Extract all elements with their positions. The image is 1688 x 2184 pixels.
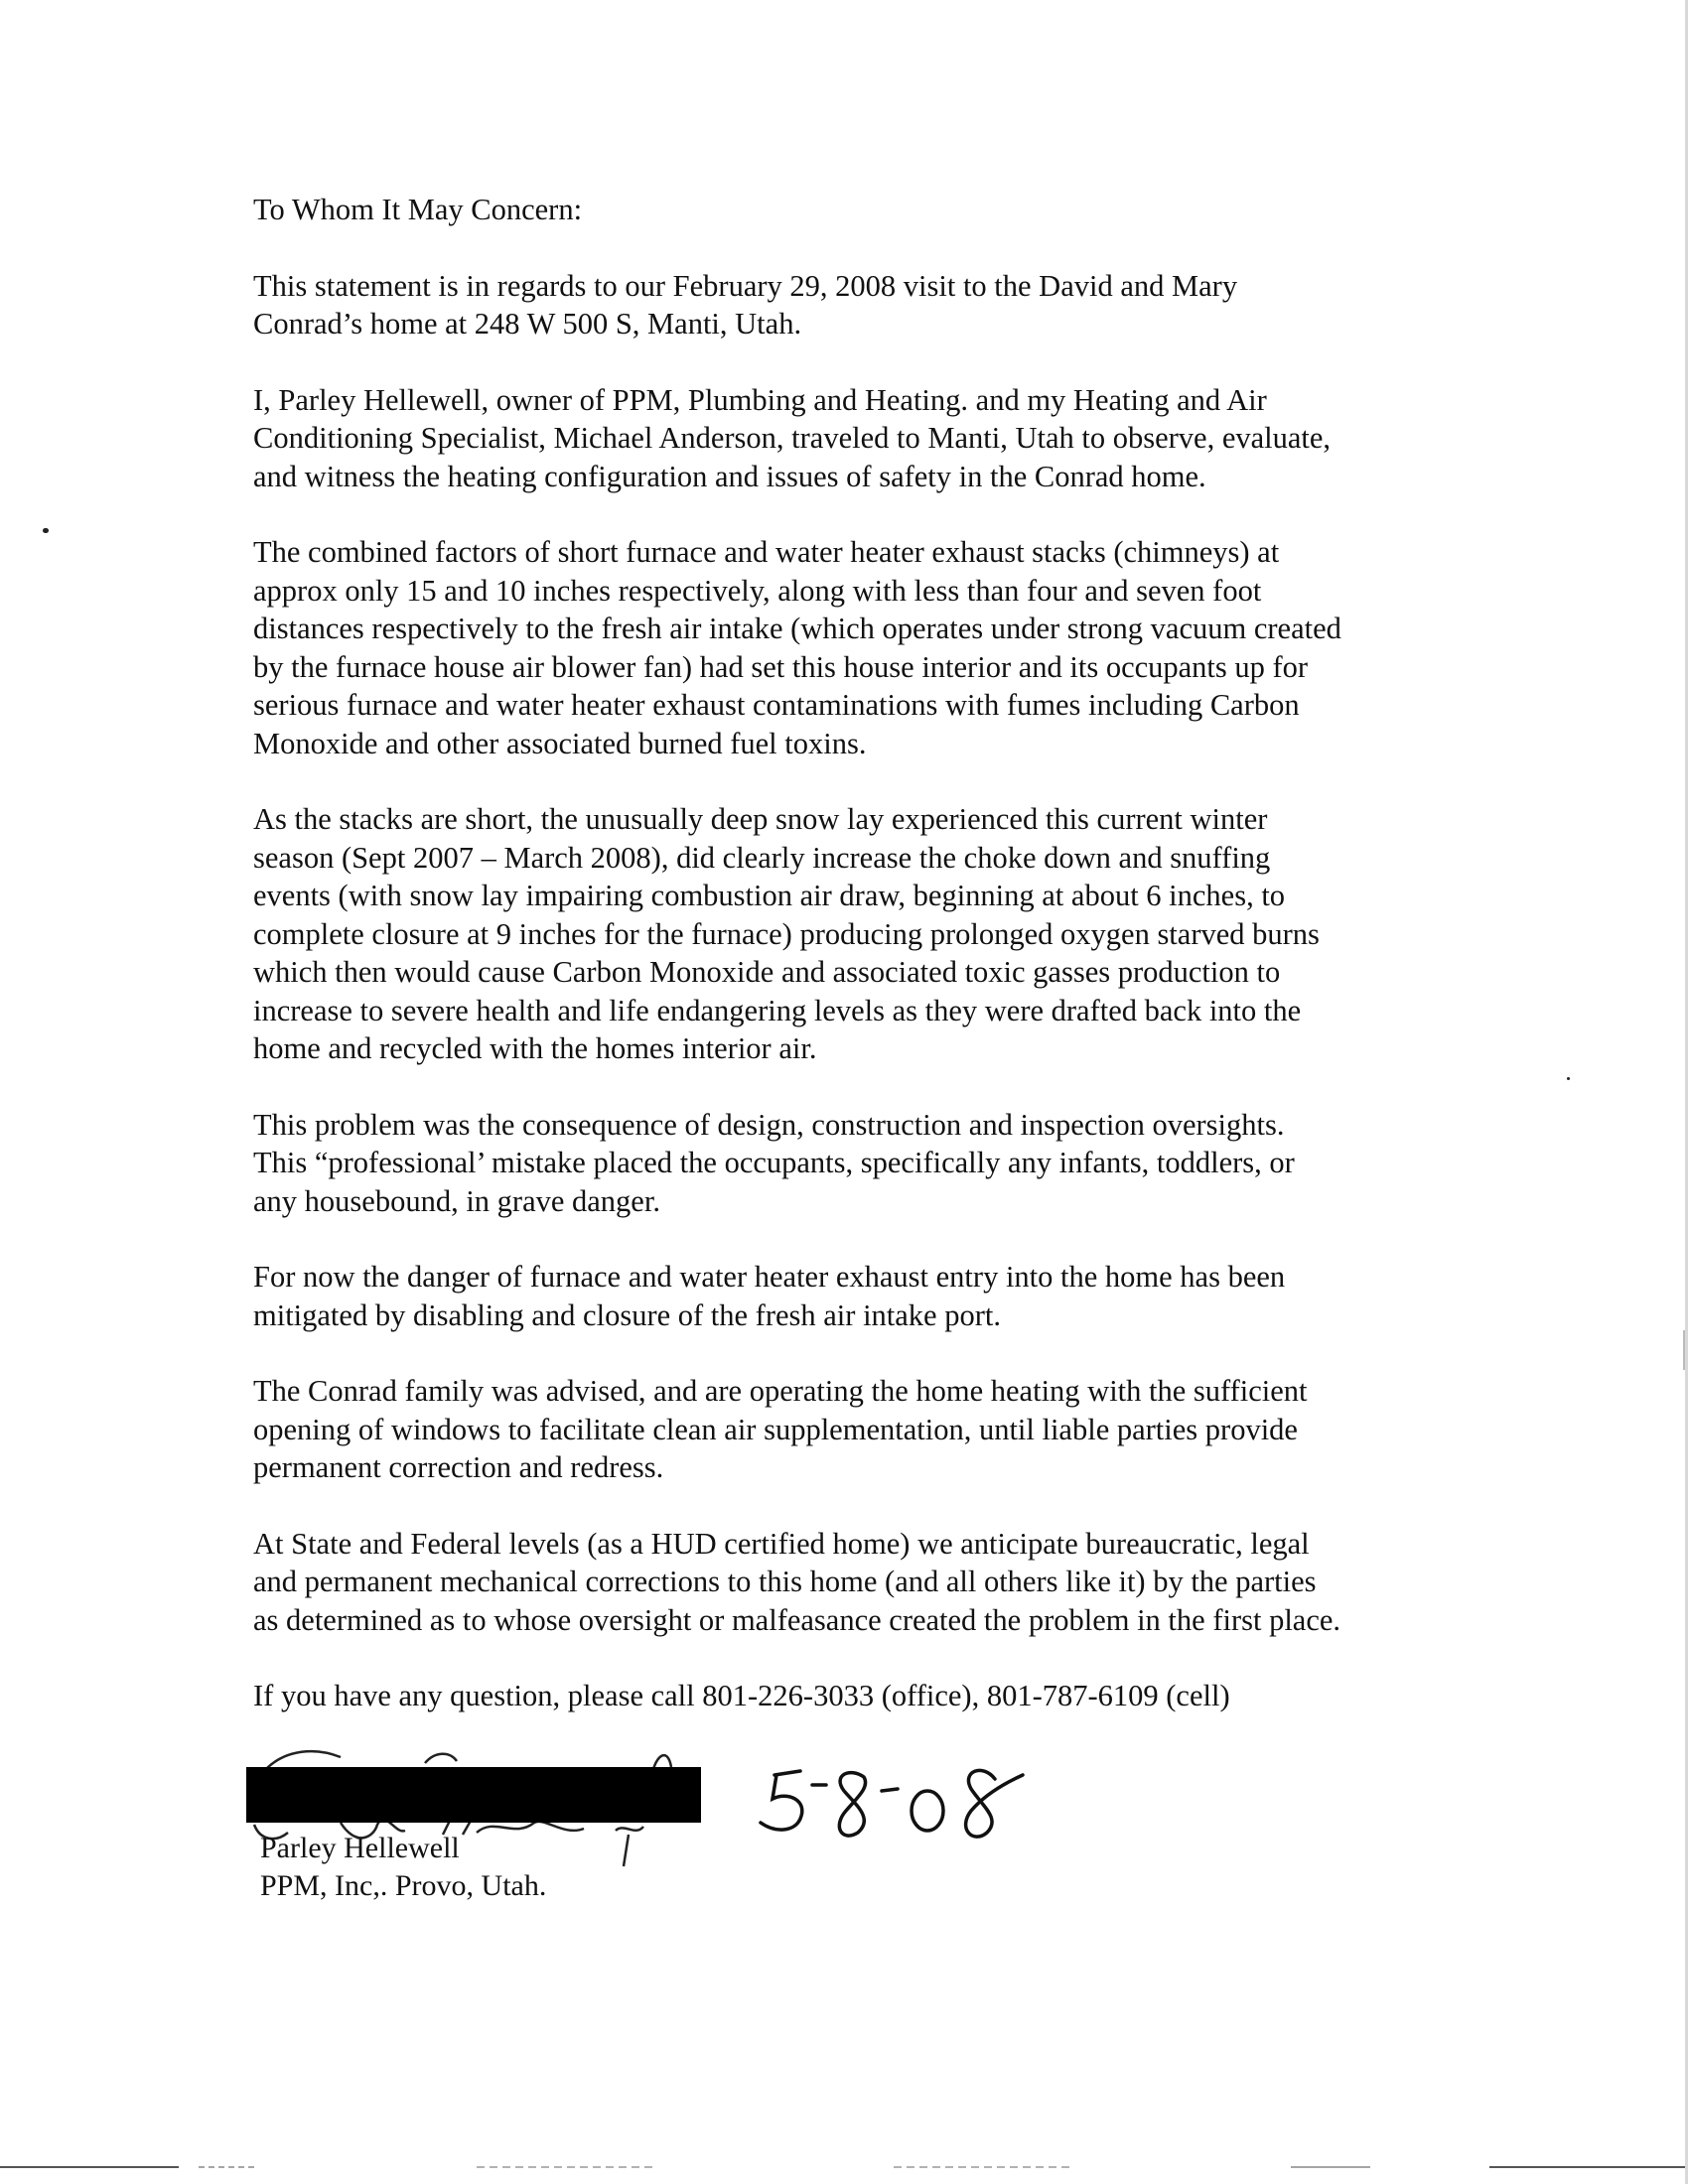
paragraph-snow: As the stacks are short, the unusually deep snow lay experienced this current winter season (Sept 2007 – March 2008), did clearly increase the choke down and snuffing events (with snow lay impairing combustion air draw, beginning at about 6 inches, to complete closure at 9 inches for the furnace) producing prolonged oxygen starved burns which then would cause Carbon Monoxide and associated toxic gasses production to increase to severe health and life endangering levels as they were drafted back into the home and recycled with the homes interior air.: [253, 802, 1320, 1065]
paragraph-attendees: I, Parley Hellewell, owner of PPM, Plumbing and Heating. and my Heating and Air Conditioning Specialist, Michael Anderson, traveled to Manti, Utah to observe, evaluate, and witness the heating configuration and issues of safety in the Conrad home.: [253, 382, 1332, 493]
redaction-bar: [246, 1767, 701, 1823]
salutation: To Whom It May Concern:: [253, 193, 583, 226]
signature-block: [246, 1739, 1140, 1918]
paragraph-factors: The combined factors of short furnace and water heater exhaust stacks (chimneys) at approx only 15 and 10 inches respectively, along with less than four and seven foot distances respectively to the fresh air intake (which operates under strong vacuum created by the furnace house air blower fan) had set this house interior and its occupants up for serious furnace and water heater exhaust contaminations with fumes including Carbon Monoxide and other associated burned fuel toxins.: [253, 535, 1341, 760]
scan-speck: [43, 528, 49, 533]
scan-speck: [1567, 1077, 1570, 1080]
paragraph-mitigation: For now the danger of furnace and water heater exhaust entry into the home has been mitigated by disabling and closure of the fresh air intake port.: [253, 1260, 1286, 1332]
paragraph-problem: This problem was the consequence of design, construction and inspection oversights. This “professional’ mistake placed the occupants, specifically any infants, toddlers, or any housebound, in grave danger.: [253, 1107, 1295, 1218]
paragraph-visit: This statement is in regards to our February 29, 2008 visit to the David and Mary Conrad’s home at 248 W 500 S, Manti, Utah.: [253, 268, 1238, 341]
handwritten-date: [753, 1749, 1070, 1858]
company-line: PPM, Inc,. Provo, Utah.: [260, 1869, 547, 1902]
paragraph-contact: If you have any question, please call 801-226-3033 (office), 801-787-6109 (cell): [253, 1679, 1230, 1712]
signer-name: Parley Hellewell: [260, 1832, 460, 1864]
letter-body: [253, 191, 1470, 1753]
paragraph-advice: The Conrad family was advised, and are operating the home heating with the sufficient opening of windows to facilitate clean air supplementation, until liable parties provide permanent correction and redress.: [253, 1374, 1308, 1484]
paragraph-corrections: At State and Federal levels (as a HUD certified home) we anticipate bureaucratic, legal and permanent mechanical corrections to this home (and all others like it) by the parties as determined as to whose oversight or malfeasance created the problem in the first place.: [253, 1526, 1341, 1637]
scan-bottom-edge: [0, 2166, 1688, 2168]
